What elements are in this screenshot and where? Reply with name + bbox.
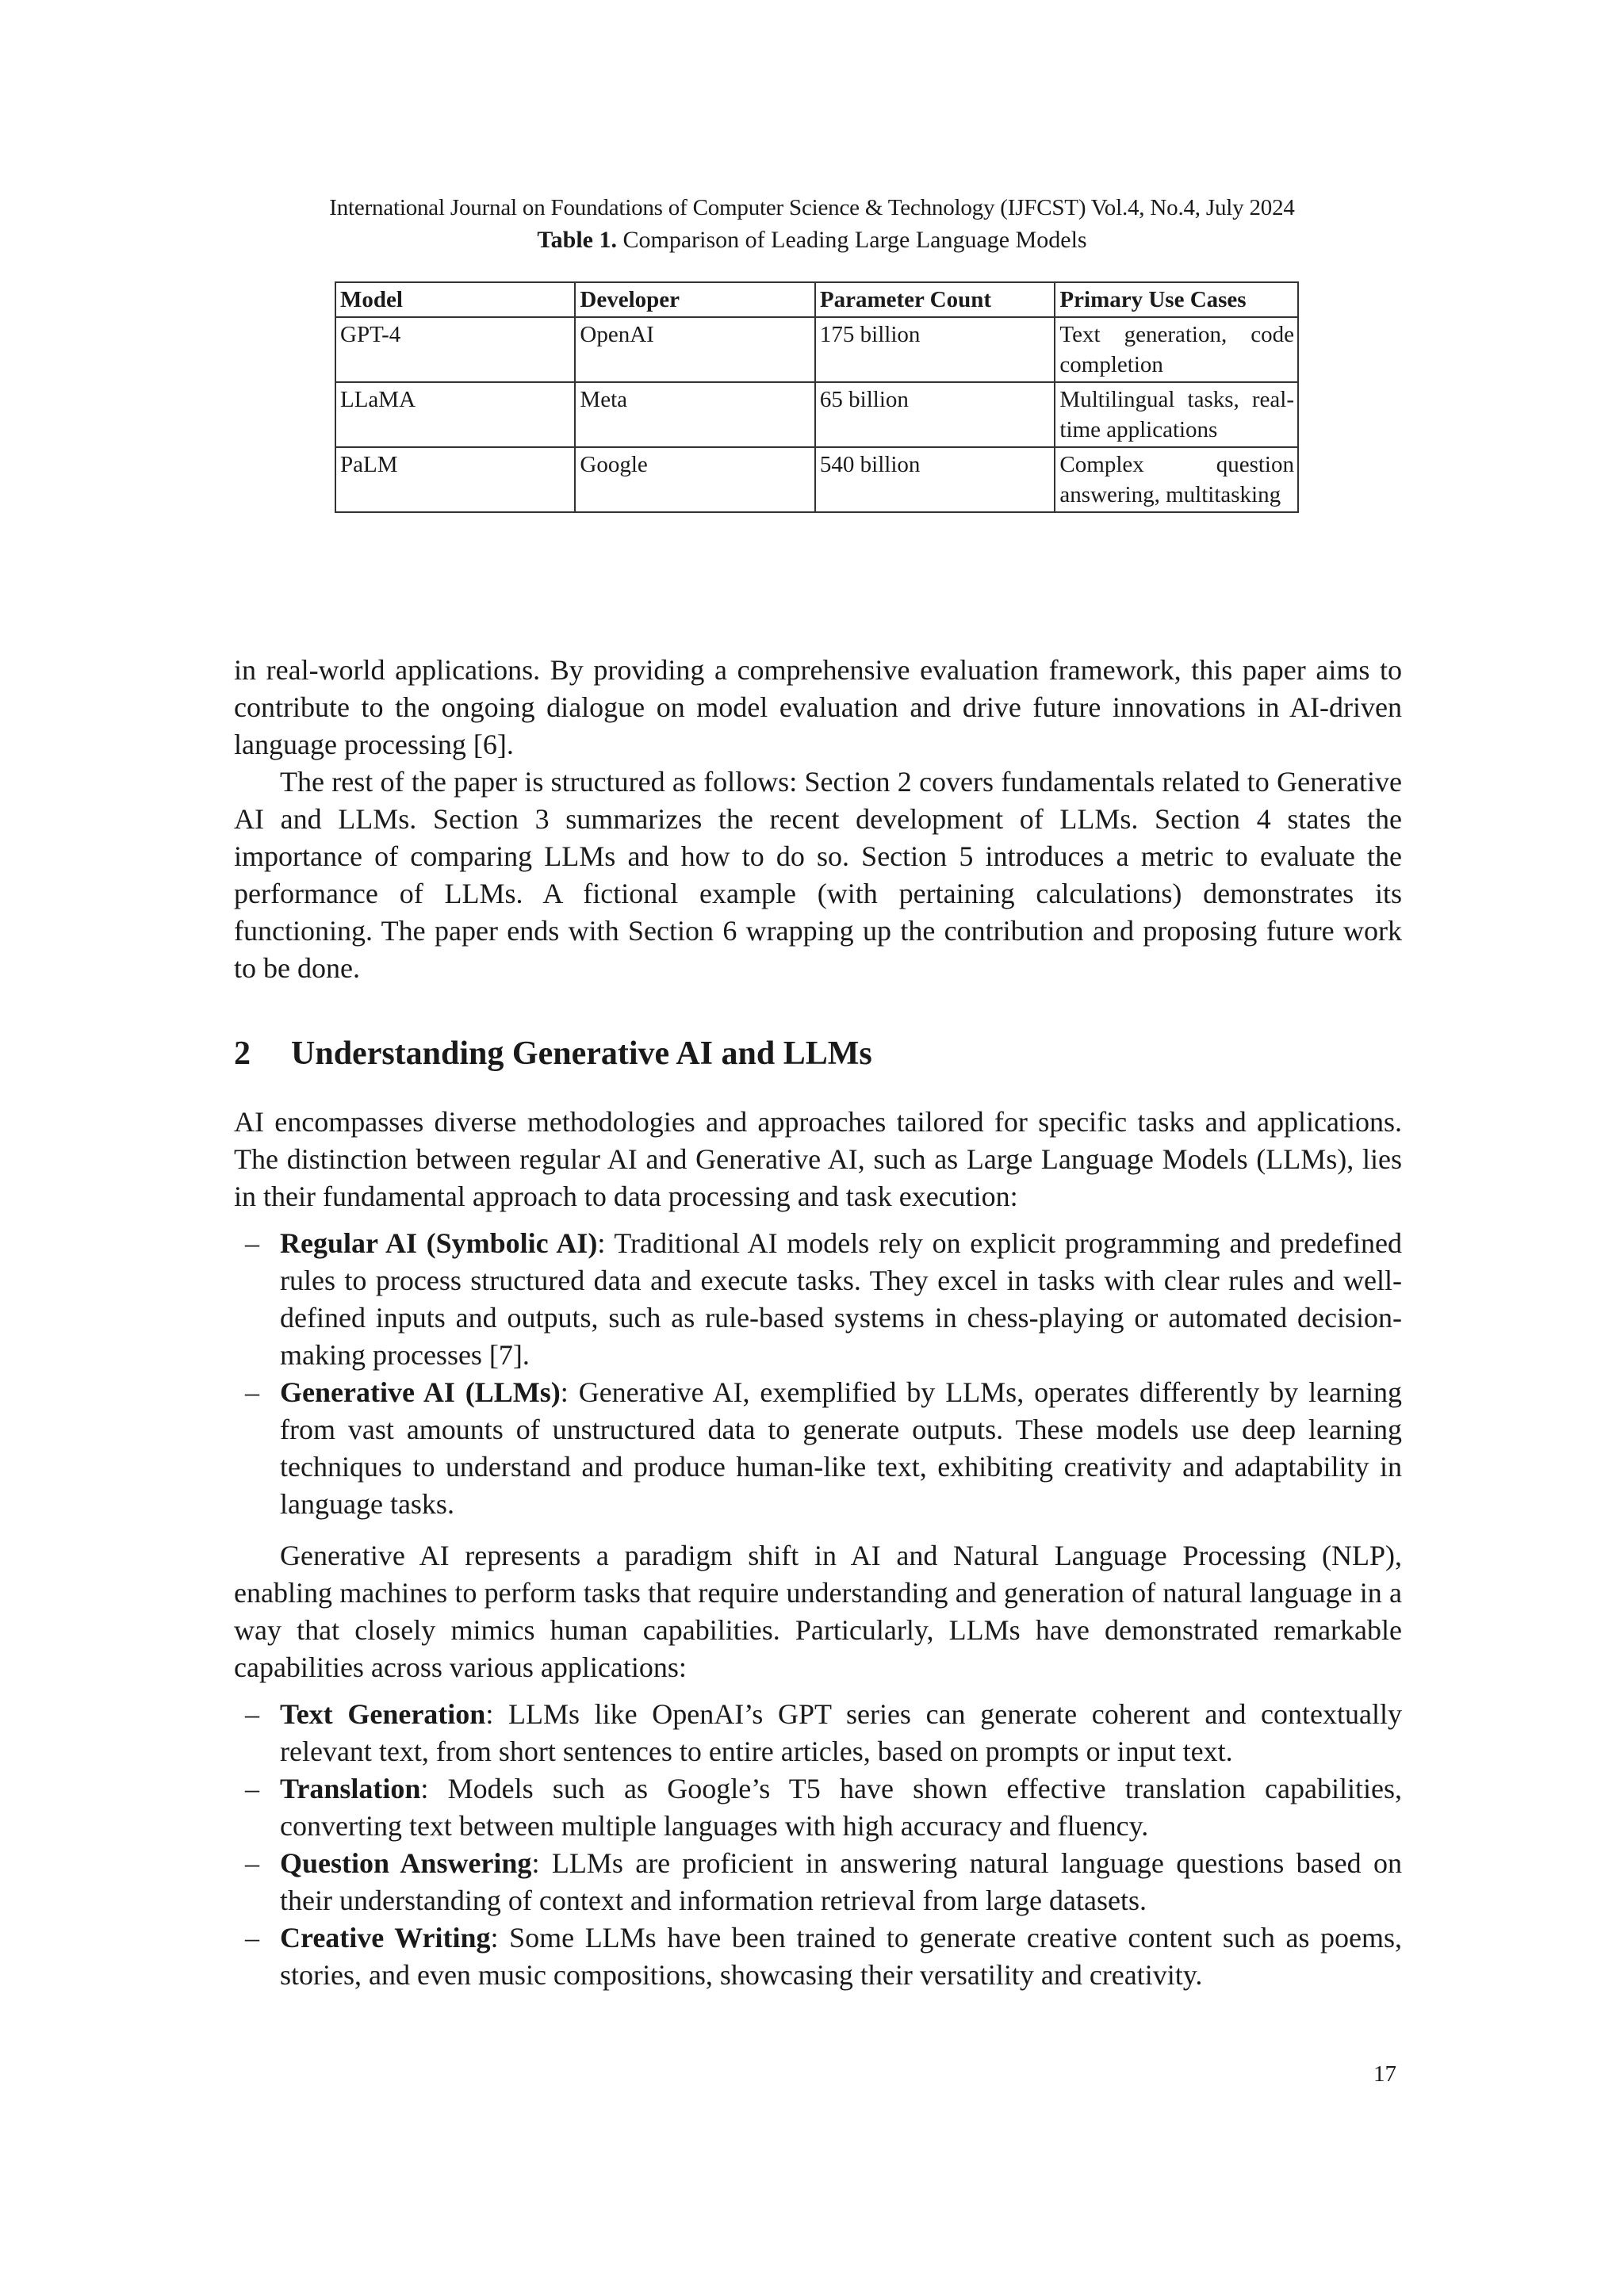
cell-parameters: 65 billion (815, 382, 1055, 447)
dash-bullet: – (245, 1922, 259, 1954)
cell-parameters: 175 billion (815, 317, 1055, 382)
table-row (335, 317, 1298, 382)
section-2-paragraph-2: Generative AI represents a paradigm shift in AI and Natural Language Processing (NLP), enabling machines to perform tasks that require understanding and generation of natural language in a way that closely mimics human capabilities. Particularly, LLMs have demonstrated remarkable capabilities across various applications: (234, 1540, 1402, 1683)
column-header-parameter-count: Parameter Count (815, 282, 1055, 317)
list-item-text: : Models such as Google’s T5 have shown effective translation capabilities, converting text between multiple languages with high accuracy and fluency. (280, 1773, 1402, 1842)
cell-developer: Google (575, 447, 815, 512)
list-item-text: : Traditional AI models rely on explicit programming and predefined rules to process structured data and execute tasks. They excel in tasks with clear rules and well-defined inputs and outputs, such as rule-based systems in chess-playing or automated decision-making processes [7]. (280, 1227, 1402, 1371)
cell-developer: OpenAI (575, 317, 815, 382)
llm-comparison-table (335, 281, 1299, 513)
running-header: International Journal on Foundations of Computer Science & Technology (IJFCST) Vol.4, No.4, July 2024 (329, 195, 1295, 220)
list-item-term: Creative Writing (280, 1922, 491, 1954)
column-header-developer: Developer (575, 282, 815, 317)
cell-use-cases: Complex question answering, multitasking (1055, 447, 1298, 512)
cell-use-cases: Text generation, code completion (1055, 317, 1298, 382)
list-item (234, 1770, 1402, 1845)
cell-model: GPT-4 (335, 317, 575, 382)
list-item-text: : Some LLMs have been trained to generate creative content such as poems, stories, and even music compositions, showcasing their versatility and creativity. (280, 1922, 1403, 1991)
intro-paragraph-2: The rest of the paper is structured as follows: Section 2 covers fundamentals related to Generative AI and LLMs. Section 3 summarizes the recent development of LLMs. Section 4 states the importance of comparing LLMs and how to do so. Section 5 introduces a metric to evaluate the performance of LLMs. A fictional example (with pertaining calculations) demonstrates its functioning. The paper ends with Section 6 wrapping up the contribution and proposing future work to be done. (234, 766, 1402, 984)
list-item (234, 1919, 1402, 1994)
list-item-text: : LLMs like OpenAI’s GPT series can generate coherent and contextually relevant text, from short sentences to entire articles, based on prompts or input text. (280, 1698, 1402, 1767)
section-2-body (234, 1104, 1402, 1994)
table-caption (0, 226, 1624, 254)
list-item (234, 1845, 1402, 1919)
list-item-term: Question Answering (280, 1847, 532, 1879)
dash-bullet: – (245, 1847, 259, 1879)
column-header-primary-use-cases: Primary Use Cases (1055, 282, 1298, 317)
table-caption-text: Comparison of Leading Large Language Models (622, 227, 1087, 253)
cell-developer: Meta (575, 382, 815, 447)
list-item-text: : LLMs are proficient in answering natural language questions based on their understanding of context and information retrieval from large datasets. (280, 1847, 1403, 1916)
cell-model: PaLM (335, 447, 575, 512)
table-row (335, 382, 1298, 447)
llm-applications-list (234, 1696, 1402, 1994)
list-item-term: Translation (280, 1773, 421, 1804)
list-item-term: Generative AI (LLMs) (280, 1376, 561, 1408)
section-2-heading (234, 1033, 872, 1074)
table-caption-label: Table 1. (537, 227, 617, 253)
list-item-term: Text Generation (280, 1698, 486, 1730)
intro-paragraph-1: in real-world applications. By providing a comprehensive evaluation framework, this paper aims to contribute to the ongoing dialogue on model evaluation and drive future innovations in AI-driven language processing [6]. (234, 654, 1402, 760)
column-header-model: Model (335, 282, 575, 317)
ai-types-list (234, 1225, 1402, 1523)
list-item (234, 1225, 1402, 1374)
dash-bullet: – (245, 1376, 259, 1408)
section-2-paragraph-1: AI encompasses diverse methodologies and approaches tailored for specific tasks and applications. The distinction between regular AI and Generative AI, such as Large Language Models (LLMs), lies in their fundamental approach to data processing and task execution: (234, 1106, 1402, 1212)
cell-model: LLaMA (335, 382, 575, 447)
page-number: 17 (1373, 2061, 1396, 2087)
cell-use-cases: Multilingual tasks, real-time applications (1055, 382, 1298, 447)
section-number: 2 (234, 1035, 251, 1072)
cell-parameters: 540 billion (815, 447, 1055, 512)
dash-bullet: – (245, 1698, 259, 1730)
list-item (234, 1374, 1402, 1523)
section-title: Understanding Generative AI and LLMs (291, 1035, 872, 1072)
list-item-term: Regular AI (Symbolic AI) (280, 1227, 598, 1259)
list-item (234, 1696, 1402, 1770)
list-item-text: : Generative AI, exemplified by LLMs, operates differently by learning from vast amounts of unstructured data to generate outputs. These models use deep learning techniques to understand and produce human-like text, exhibiting creativity and adaptability in language tasks. (280, 1376, 1403, 1520)
table-header-row (335, 282, 1298, 317)
intro-text (234, 652, 1402, 987)
table-row (335, 447, 1298, 512)
dash-bullet: – (245, 1773, 259, 1804)
dash-bullet: – (245, 1227, 259, 1259)
